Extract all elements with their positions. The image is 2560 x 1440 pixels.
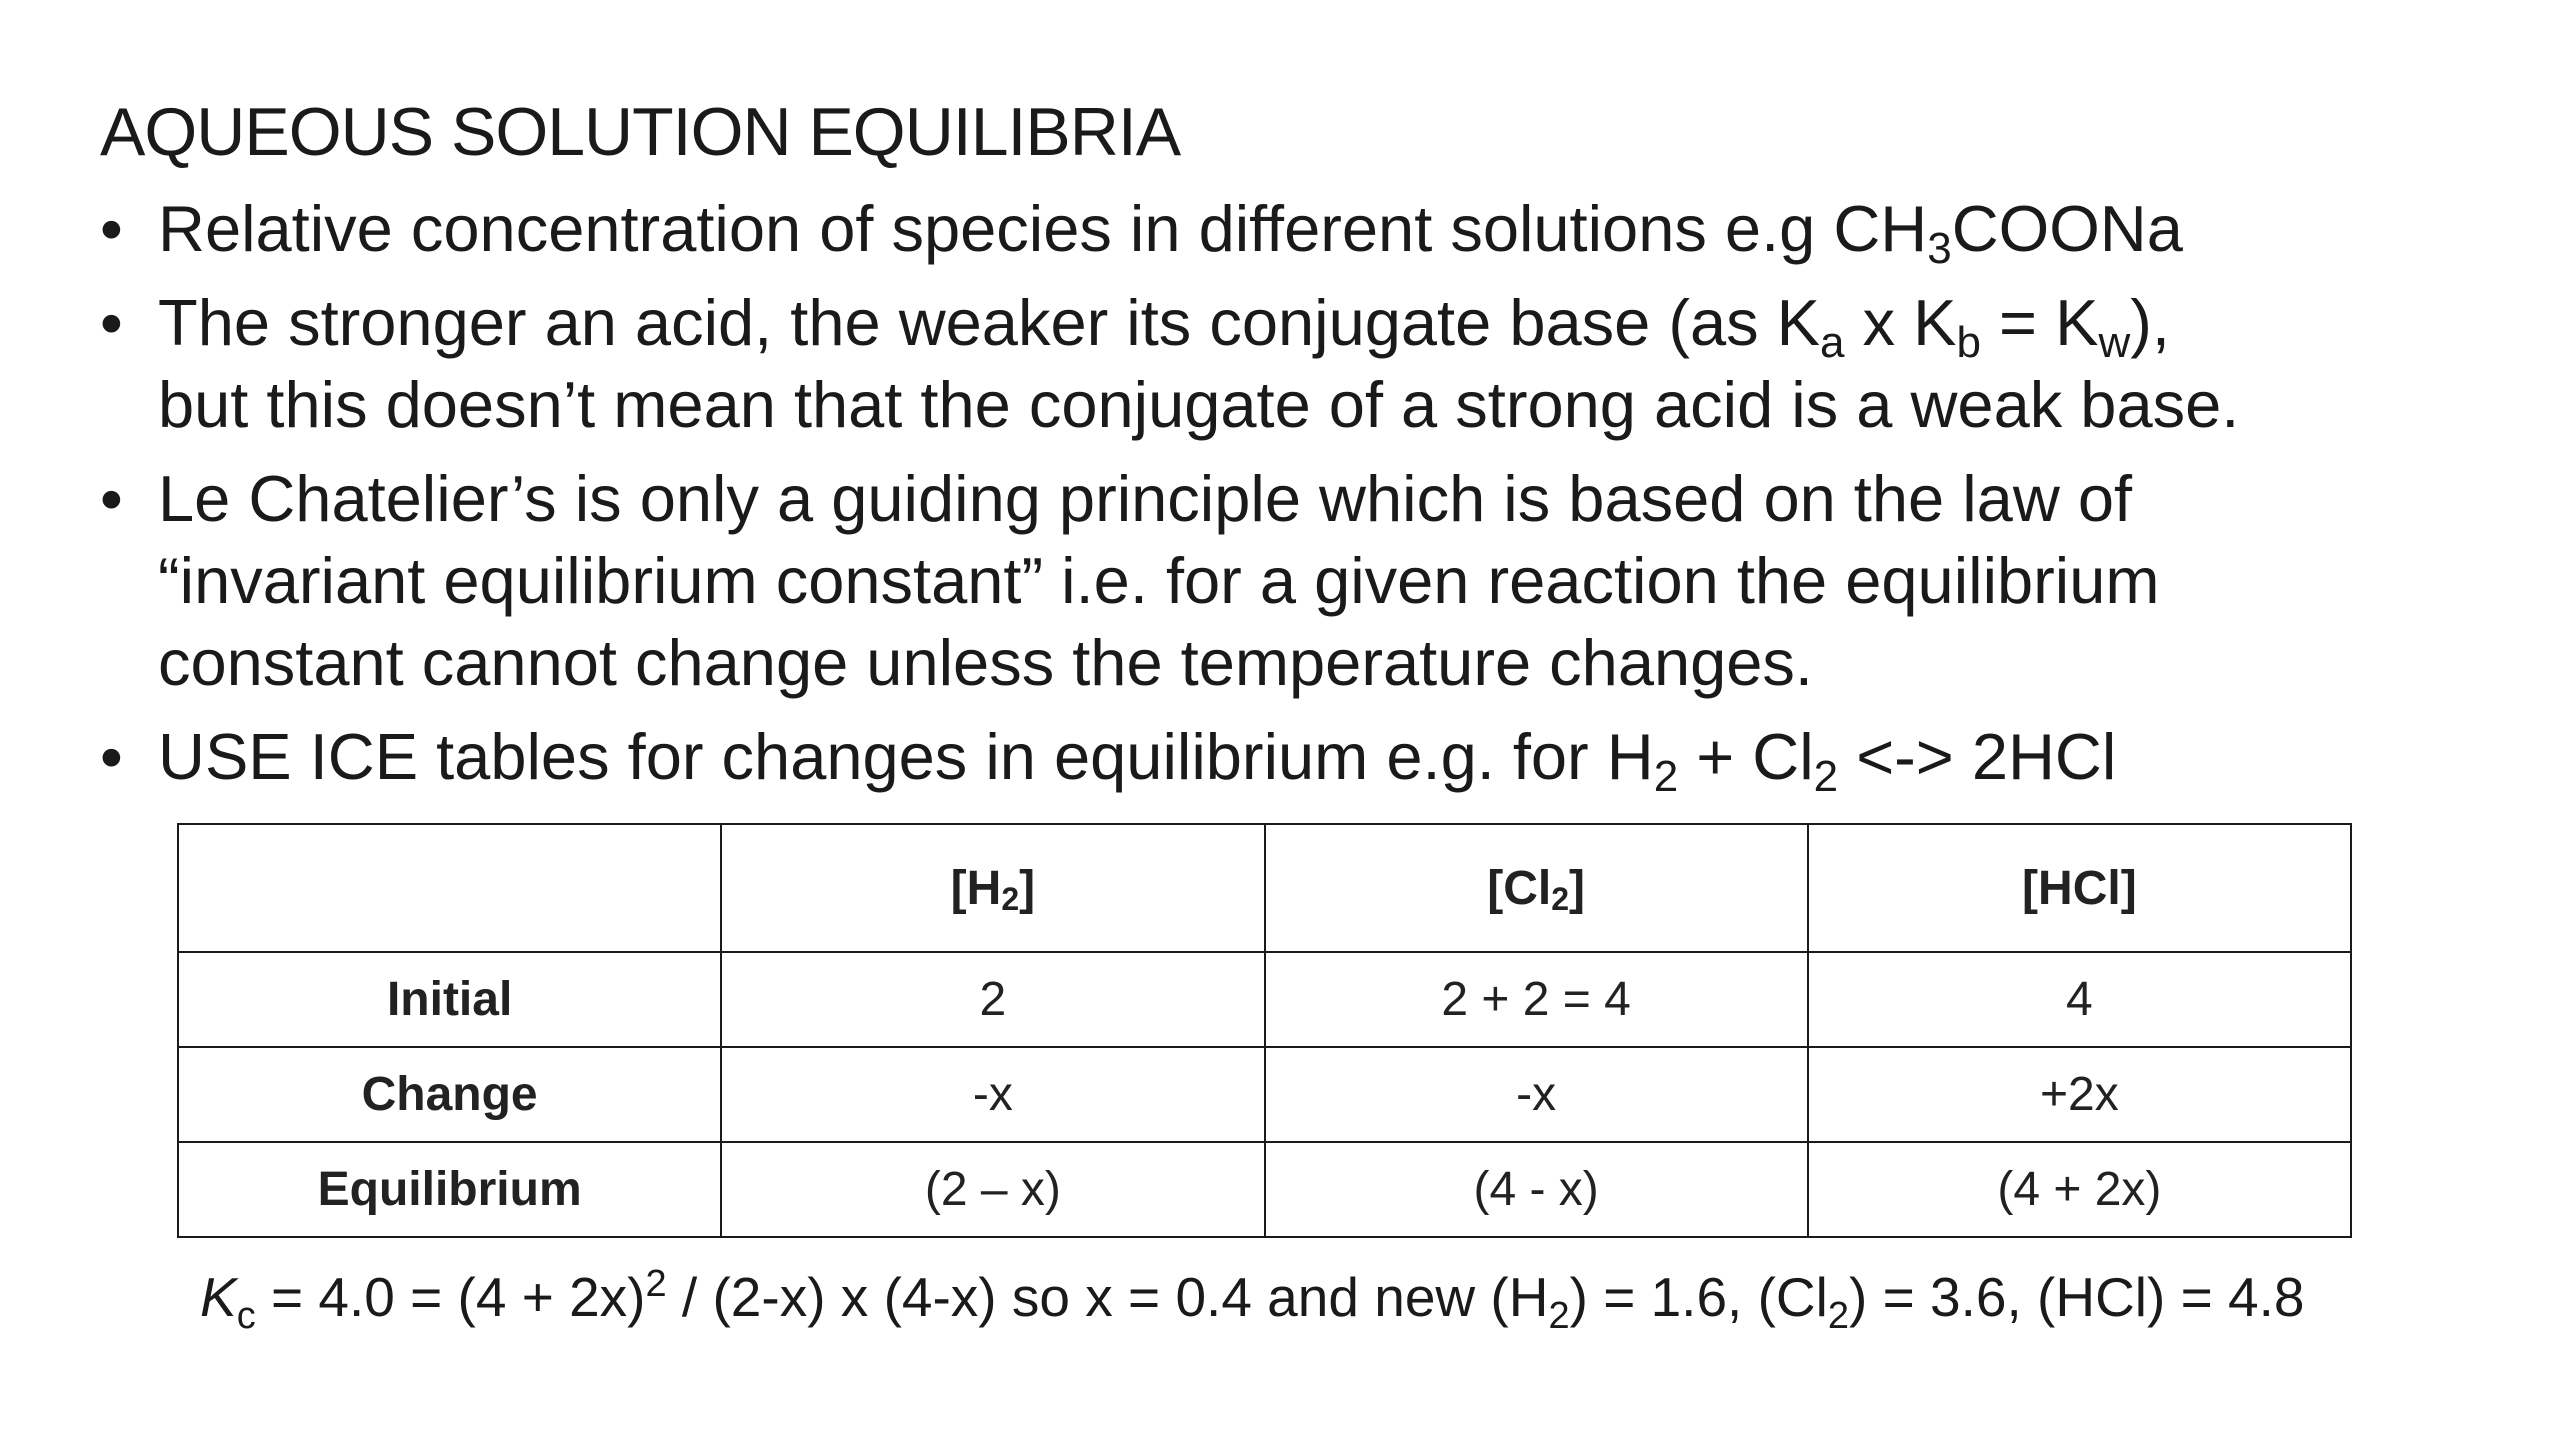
- table-row: [178, 1142, 2351, 1237]
- row-label-change: Change: [178, 1047, 721, 1142]
- table-cell: +2x: [1808, 1047, 2351, 1142]
- table-cell: 2: [721, 952, 1264, 1047]
- bullet-list: [100, 188, 2520, 810]
- row-label-initial: Initial: [178, 952, 721, 1047]
- result-text: / (2-x) x (4-x) so x = 0.4 and new (H: [666, 1266, 1549, 1328]
- bullet-text: constant cannot change unless the temperature changes.: [158, 626, 1813, 699]
- kc-symbol: K: [200, 1266, 237, 1328]
- table-header-row: [178, 824, 2351, 952]
- ice-table: [177, 823, 2352, 1238]
- bullet-text: but this doesn’t mean that the conjugate of a strong acid is a weak base.: [158, 368, 2240, 441]
- bullet-le-chatelier: [100, 458, 2520, 704]
- table-row: [178, 1047, 2351, 1142]
- table-header-blank: [178, 824, 721, 952]
- bullet-relative-concentration: [100, 188, 2520, 273]
- bullet-text: “invariant equilibrium constant” i.e. for a given reaction the equilibrium: [158, 544, 2160, 617]
- bullet-conjugate-base: [100, 282, 2520, 446]
- bullet-text: = K: [1981, 286, 2099, 359]
- bullet-dot-icon: •: [100, 192, 123, 265]
- subscript: 3: [1927, 224, 1952, 273]
- superscript: 2: [645, 1263, 667, 1305]
- bullet-text: The stronger an acid, the weaker its conjugate base (as K: [158, 286, 1821, 359]
- table-cell: -x: [721, 1047, 1264, 1142]
- table-cell: -x: [1265, 1047, 1808, 1142]
- result-text: ) = 3.6, (HCl) = 4.8: [1849, 1266, 2305, 1328]
- subscript: a: [1820, 318, 1845, 367]
- subscript: 2: [1548, 1295, 1570, 1337]
- bullet-text: Relative concentration of species in different solutions e.g CH: [158, 192, 1928, 265]
- table-header-h2: $[H_2]$: [721, 824, 1264, 952]
- bullet-text: + Cl: [1678, 720, 1814, 793]
- bullet-text: ),: [2130, 286, 2170, 359]
- subscript: 2: [1827, 1295, 1850, 1337]
- subscript: 2: [1653, 752, 1679, 801]
- table-cell: (2 – x): [721, 1142, 1264, 1237]
- table-cell: (4 + 2x): [1808, 1142, 2351, 1237]
- subscript: c: [236, 1295, 256, 1337]
- bullet-text: USE ICE tables for changes in equilibrium e.g. for H: [158, 720, 1654, 793]
- table-cell: (4 - x): [1265, 1142, 1808, 1237]
- table-header-hcl: [HCl]: [1808, 824, 2351, 952]
- row-label-equilibrium: Equilibrium: [178, 1142, 721, 1237]
- subscript: 2: [1813, 752, 1839, 801]
- bullet-text: <-> 2HCl: [1838, 720, 2117, 793]
- equilibrium-result: [200, 1262, 2305, 1337]
- bullet-text: Le Chatelier’s is only a guiding principle which is based on the law of: [158, 462, 2133, 535]
- table-header-cl2: $[Cl_2]$: [1265, 824, 1808, 952]
- subscript: w: [2098, 318, 2131, 367]
- bullet-text: COONa: [1951, 192, 2183, 265]
- table-cell: 2 + 2 = 4: [1265, 952, 1808, 1047]
- bullet-text: x K: [1844, 286, 1957, 359]
- slide-title: AQUEOUS SOLUTION EQUILIBRIA: [100, 94, 1181, 170]
- result-text: ) = 1.6, (Cl: [1569, 1266, 1828, 1328]
- bullet-dot-icon: •: [100, 462, 123, 535]
- result-text: = 4.0 = (4 + 2x): [255, 1266, 646, 1328]
- subscript: b: [1956, 318, 1981, 367]
- bullet-dot-icon: •: [100, 720, 123, 793]
- table-cell: 4: [1808, 952, 2351, 1047]
- bullet-dot-icon: •: [100, 286, 123, 359]
- bullet-ice-tables: [100, 716, 2520, 801]
- table-row: [178, 952, 2351, 1047]
